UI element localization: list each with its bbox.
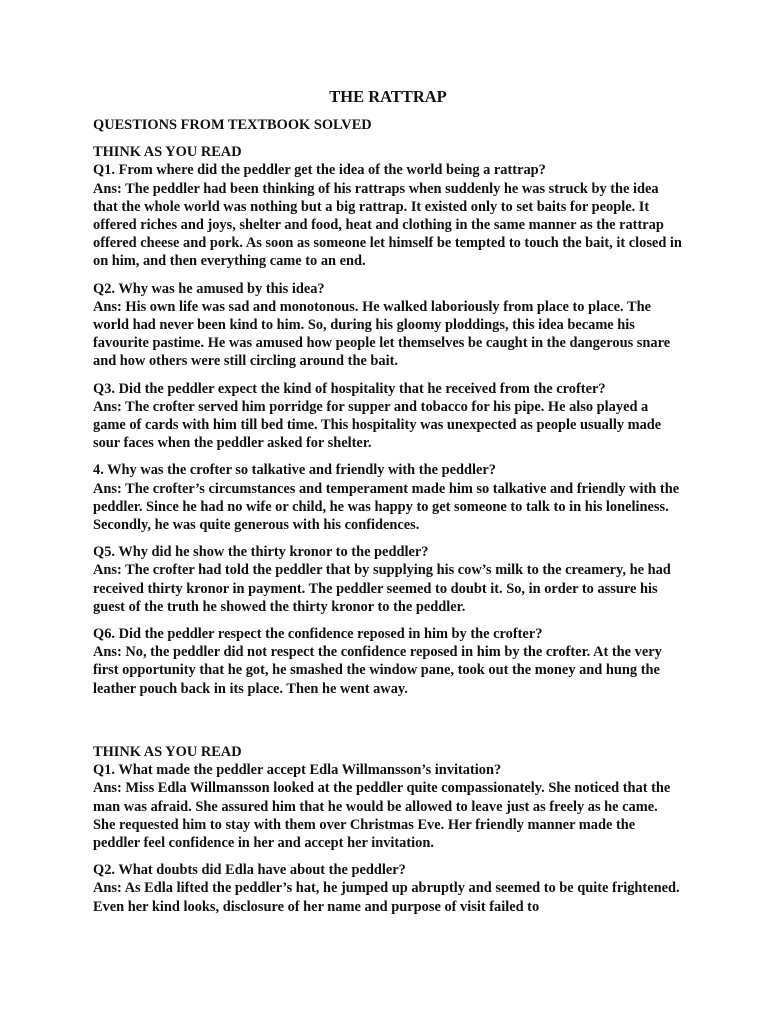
question-text: Q1. What made the peddler accept Edla Willmansson’s invitation? bbox=[93, 762, 502, 779]
qa-item bbox=[93, 380, 683, 453]
question-text: Q3. Did the peddler expect the kind of hospitality that he received from the crofter? bbox=[93, 380, 606, 397]
qa-item bbox=[93, 161, 683, 270]
section-spacer bbox=[93, 707, 683, 743]
document-page bbox=[93, 86, 683, 925]
question-text: Q2. What doubts did Edla have about the peddler? bbox=[93, 862, 406, 879]
qa-item bbox=[93, 280, 683, 371]
document-title: THE RATTRAP bbox=[329, 87, 447, 106]
answer-text: Ans: Miss Edla Willmansson looked at the peddler quite compassionately. She noticed that the man was afraid. She assured him that he would be allowed to leave just as freely as he came. She requested him to stay with them over Christmas Eve. Her friendly manner made the peddler feel confidence in her and accept her invitation. bbox=[93, 780, 671, 851]
question-text: Q1. From where did the peddler get the idea of the world being a rattrap? bbox=[93, 162, 546, 179]
qa-item bbox=[93, 761, 683, 852]
qa-item bbox=[93, 461, 683, 534]
answer-text: Ans: The peddler had been thinking of his rattraps when suddenly he was struck by the idea that the whole world was nothing but a big rattrap. It existed only to set baits for people. It offered riches and joys, shelter and food, heat and clothing in the same manner as the rattrap offered cheese and pork. As soon as someone let himself be tempted to touch the bait, it closed in on him, and then everything came to an end. bbox=[93, 180, 682, 270]
qa-item bbox=[93, 861, 683, 916]
qa-item bbox=[93, 543, 683, 616]
document-subtitle: QUESTIONS FROM TEXTBOOK SOLVED bbox=[93, 117, 372, 133]
section-2 bbox=[93, 743, 683, 916]
question-text: Q5. Why did he show the thirty kronor to the peddler? bbox=[93, 544, 429, 561]
question-text: 4. Why was the crofter so talkative and friendly with the peddler? bbox=[93, 462, 496, 479]
answer-text: Ans: The crofter’s circumstances and temperament made him so talkative and friendly with the peddler. Since he had no wife or child, he was happy to get someone to talk to in his loneliness. Secondly, he was quite generous with his confidences. bbox=[93, 480, 680, 534]
answer-text: Ans: The crofter served him porridge for supper and tobacco for his pipe. He also played a game of cards with him till bed time. This hospitality was unexpected as people usually made sour faces when the peddler asked for shelter. bbox=[93, 398, 662, 452]
answer-text: Ans: His own life was sad and monotonous. He walked laboriously from place to place. The world had never been kind to him. So, during his gloomy ploddings, this idea became his favourite pastime. He was amused how people let themselves be caught in the dangerous snare and how others were still circling around the bait. bbox=[93, 298, 671, 370]
qa-item bbox=[93, 625, 683, 698]
section-heading: THINK AS YOU READ bbox=[93, 743, 242, 760]
section-1 bbox=[93, 143, 683, 698]
answer-text: Ans: No, the peddler did not respect the confidence reposed in him by the crofter. At the very first opportunity that he got, he smashed the window pane, took out the money and hung the leather pouch back in its place. Then he went away. bbox=[93, 644, 662, 697]
question-text: Q2. Why was he amused by this idea? bbox=[93, 280, 325, 297]
answer-text: Ans: As Edla lifted the peddler’s hat, he jumped up abruptly and seemed to be quite frightened. Even her kind looks, disclosure of her name and purpose of visit failed to bbox=[93, 880, 680, 915]
section-heading: THINK AS YOU READ bbox=[93, 144, 242, 161]
answer-text: Ans: The crofter had told the peddler that by supplying his cow’s milk to the creamery, he had received thirty kronor in payment. The peddler seemed to doubt it. So, in order to assure his guest of the truth he showed the thirty kronor to the peddler. bbox=[93, 562, 671, 615]
question-text: Q6. Did the peddler respect the confidence reposed in him by the crofter? bbox=[93, 626, 543, 643]
